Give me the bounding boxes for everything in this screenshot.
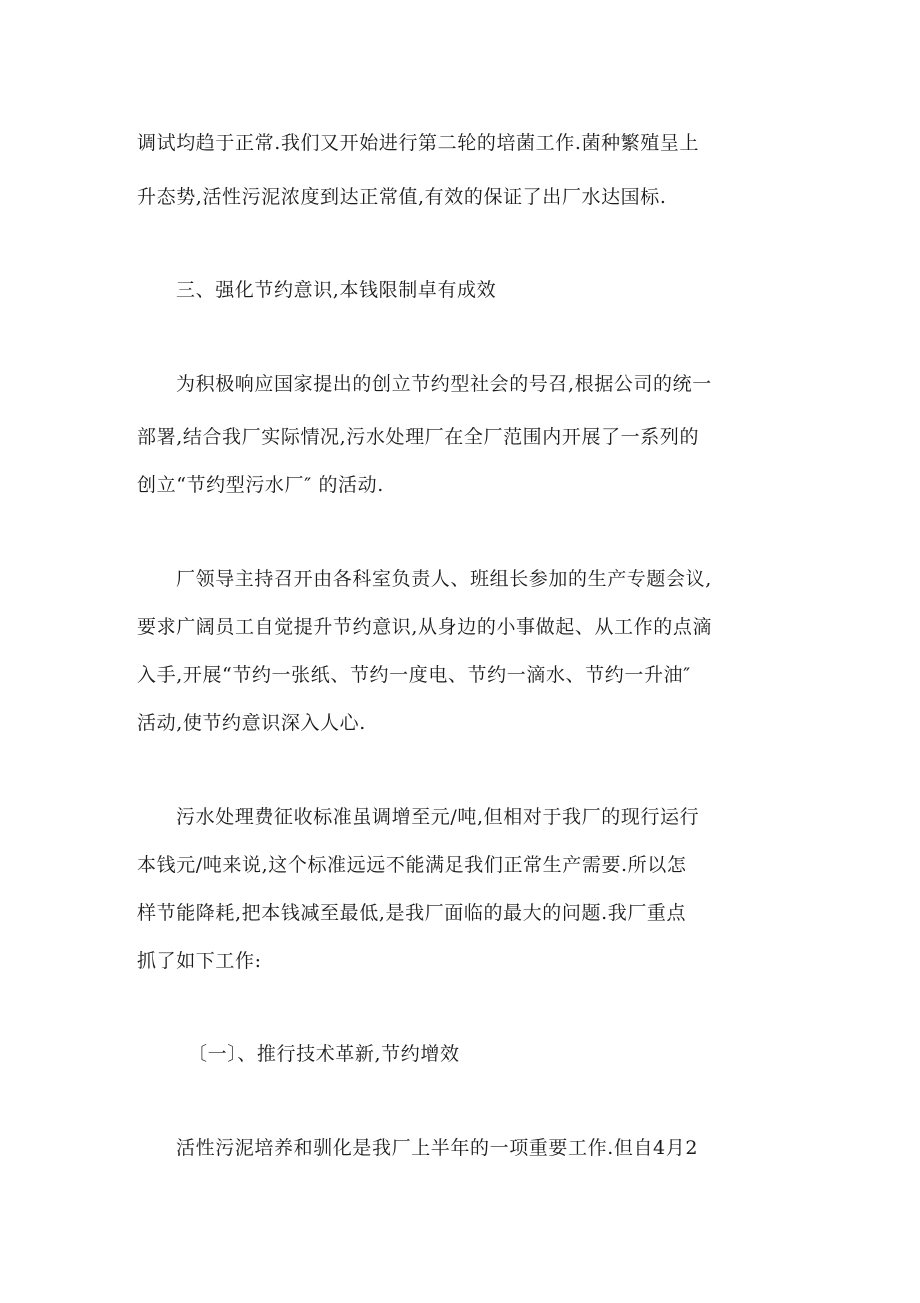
paragraph-line: 调试均趋于正常.我们又开始进行第二轮的培菌工作.菌种繁殖呈上 — [137, 132, 700, 154]
subsection-heading: 〔一〕、推行技术革新,节约增效 — [188, 1043, 460, 1065]
paragraph-line: 抓了如下工作: — [137, 950, 262, 972]
paragraph-line: 升态势,活性污泥浓度到达正常值,有效的保证了出厂水达国标. — [137, 186, 667, 208]
paragraph-line: 要求广阔员工自觉提升节约意识,从身边的小事做起、从工作的点滴 — [137, 616, 713, 638]
paragraph-line: 样节能降耗,把本钱减至最低,是我厂面临的最大的问题.我厂重点 — [137, 902, 687, 924]
paragraph-line: 入手,开展“节约一张纸、节约一度电、节约一滴水、节约一升油″ — [137, 664, 691, 686]
paragraph-line: 污水处理费征收标准虽调增至元/吨,但相对于我厂的现行运行 — [176, 806, 700, 828]
paragraph-line: 创立“节约型污水厂″ 的活动. — [137, 474, 384, 496]
paragraph-line: 活性污泥培养和驯化是我厂上半年的一项重要工作.但自4月2 — [176, 1137, 699, 1159]
paragraph-line: 为积极响应国家提出的创立节约型社会的号召,根据公司的统一 — [176, 373, 712, 395]
paragraph-line: 部署,结合我厂实际情况,污水处理厂在全厂范围内开展了一系列的 — [137, 426, 700, 448]
paragraph-line: 厂领导主持召开由各科室负责人、班组长参加的生产专题会议, — [176, 568, 712, 590]
paragraph-line: 活动,使节约意识深入人心. — [137, 712, 366, 734]
section-heading: 三、强化节约意识,本钱限制卓有成效 — [176, 279, 497, 301]
paragraph-line: 本钱元/吨来说,这个标准远远不能满足我们正常生产需要.所以怎 — [137, 854, 687, 876]
